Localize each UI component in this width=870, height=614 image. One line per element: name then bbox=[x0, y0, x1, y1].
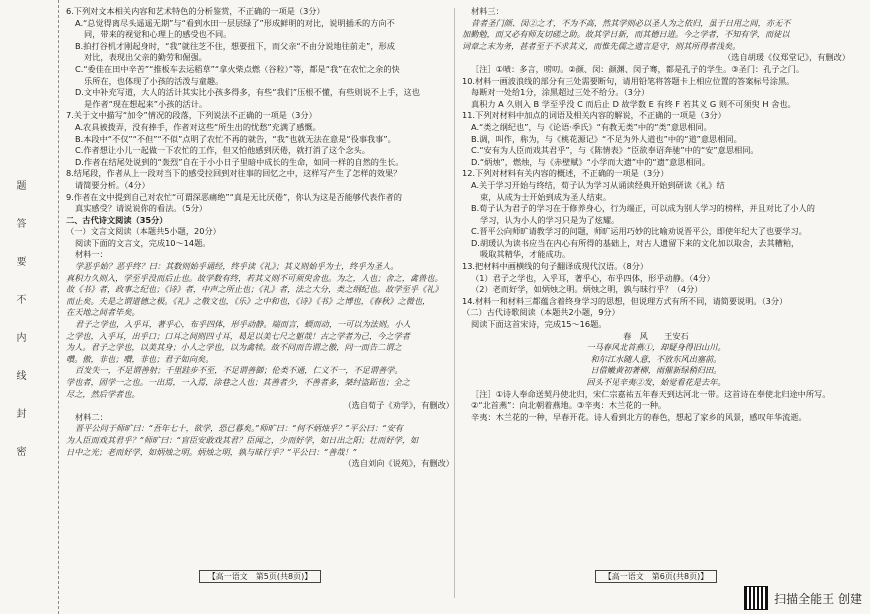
left-page-footer bbox=[66, 571, 454, 583]
text-line: 学习，认为小人的学习只是为了炫耀。 bbox=[480, 214, 620, 225]
scanner-watermark bbox=[744, 586, 862, 610]
text-line: 束，从成为士开始到成为圣人结束。 bbox=[480, 191, 612, 202]
text-line: 材料一： bbox=[75, 249, 108, 260]
left-footer-label: 【高一语文 第5页(共8页)】 bbox=[199, 570, 321, 583]
text-line: 君子之学也，入乎耳，著乎心，布乎四体，形乎动静。端而言，蝡而动，一可以为法则。小人 bbox=[75, 319, 411, 330]
text-line: C.晋平公向师旷请教学习的问题，师旷运用巧妙的比喻劝说晋平公，即使年纪大了也要学习。 bbox=[471, 226, 807, 237]
binding-label: 密 bbox=[14, 446, 25, 458]
text-line: ［注］①啧：多言，唠叨。②颜、闵：颜渊、闵子骞，都是孔子的学生。③圣门：孔子之门。 bbox=[471, 63, 805, 74]
text-line: 二、古代诗文阅读（35分） bbox=[66, 214, 168, 225]
text-line: 真积力 A 久则入 B 学至乎没 C 而后止 D 故学数 E 有终 F 若其义 G 则不可须臾 H 舍也。 bbox=[471, 98, 796, 109]
text-line: A.关于学习开始与终结，荀子认为学习从诵读经典开始到研读《礼》结 bbox=[471, 179, 725, 190]
right-footer-label: 【高一语文 第6页(共8页)】 bbox=[595, 570, 717, 583]
text-line: 真实感受？请说说你的看法。（5分） bbox=[75, 203, 208, 214]
text-line: 为人。君子之学也，以美其身；小人之学也，以为禽犊。故不问而告谓之傲，问一而告二谓之 bbox=[66, 342, 402, 353]
text-line: 是作者“现在想起来”小孩的活计。 bbox=[84, 98, 208, 109]
text-line: A.农具被拨弄，没有捧手，作者对这些“所生出的忧愁”充满了感慨。 bbox=[75, 121, 321, 132]
text-line: 囋。傲，非也；囋，非也；君子如向矣。 bbox=[66, 353, 214, 364]
text-line: （选自刘向《说苑》，有删改） bbox=[343, 458, 454, 469]
watermark-text: 扫描全能王 创建 bbox=[774, 591, 862, 606]
text-line: （一）文言文阅读（本题共5小题，20分） bbox=[66, 226, 221, 237]
text-line: 而止矣。夫是之谓道德之极。《礼》之敬文也，《乐》之中和也，《诗》《书》之博也，《春秋》之微也， bbox=[66, 295, 431, 306]
text-line: 辛夷：木兰花的一种，早春开花。诗人看到北方的春色，想起了家乡的风景，感叹年华流逝。 bbox=[471, 411, 807, 422]
text-line: C.“委佳在田中辛苦”“推板车去运稻草”“拿火柴点燃（谷粒）”等，都是“我”在农忙之余的快 bbox=[75, 63, 400, 74]
binding-label: 题 bbox=[14, 180, 25, 192]
text-line: 阅读下面的文言文，完成10～14题。 bbox=[75, 237, 211, 248]
text-line: 日借嫩黄初著柳，雨催新绿稍归田。 bbox=[590, 365, 722, 376]
text-line: C.作者想让小儿一起做一下农忙的工作，但又怕他感到厌倦，就打消了这个念头。 bbox=[75, 145, 370, 156]
text-line: 在天地之间者毕矣。 bbox=[66, 307, 140, 318]
binding-label: 要 bbox=[14, 256, 25, 268]
text-line: 材料三： bbox=[471, 6, 504, 16]
text-line: 春 风 王安石 bbox=[623, 330, 689, 341]
binding-margin bbox=[0, 0, 59, 614]
right-page-text bbox=[462, 6, 850, 423]
left-page-text bbox=[66, 6, 454, 470]
text-line: B.本段中“不仅”“不但”“不似”点明了农忙不再的就告，“我”也就无法在意是“役事我事”。 bbox=[75, 133, 396, 144]
text-line: （选自荀子《劝学》，有删改） bbox=[343, 400, 454, 411]
text-line: 故《书》者，政事之纪也；《诗》者，中声之所止也；《礼》者，法之大分，类之纲纪也。故学至乎《礼》 bbox=[66, 284, 443, 295]
text-line: 8.结尾段，作者从上一段对当下的感受拉回到对往事的回忆之中，这样写产生了怎样的效果？ bbox=[66, 168, 402, 179]
text-line: 日中之光；老而好学，如炳烛之明。炳烛之明，孰与昧行乎？”平公曰：“善哉！” bbox=[66, 446, 357, 457]
text-line: 一马春风北首燕①，却疑身得旧山川。 bbox=[586, 342, 726, 353]
text-line: ［注］①诗人奉命送契丹使北归，宋仁宗嘉祐五年春天到达河北一带。这首诗在奉使北归途中所写。 bbox=[471, 388, 831, 399]
text-line: B.荀子认为君子的学习在于修养身心，行为端正，可以成为别人学习的榜样，并且对比了小人的 bbox=[471, 203, 815, 214]
text-line: ②“北首燕”：向北朝着燕地。③辛夷：木兰花的一种。 bbox=[471, 400, 667, 411]
text-line: 加勤勉，而又必有师友切磋之助。故其学日新，而其德日进。今之学者，不知有学，而徒以 bbox=[462, 29, 790, 40]
text-line: 晋平公问于师旷曰：“吾年七十，欲学，恐已暮矣。”师旷曰：“何不炳烛乎？”平公曰：“安有 bbox=[75, 423, 403, 434]
text-line: 吸取其精华，才能成功。 bbox=[480, 249, 571, 260]
text-line: 每断对一处给1分，涂黑超过三处不给分。（3分） bbox=[471, 87, 650, 98]
text-line: 14.材料一和材料三都蕴含着终身学习的思想，但说理方式有所不同，请简要说明。（3分） bbox=[462, 295, 788, 306]
text-line: 同，带来的视觉和心理上的感受也不同。 bbox=[84, 29, 232, 40]
text-line: 之学也，入乎耳，出乎口；口耳之间则四寸耳，曷足以美七尺之躯哉！古之学者为己，今之学者 bbox=[66, 330, 410, 341]
text-line: 对比，表现出父亲的勤劳和倔强。 bbox=[84, 52, 207, 63]
text-line: D.胡瑗认为读书应当在内心有所得的基础上，对古人遗留下来的文化加以取舍，去其糟粕， bbox=[471, 237, 800, 248]
text-line: 请简要分析。（4分） bbox=[75, 179, 150, 190]
text-line: B.拍打谷机才刚起身时，“我”就往芝不住，想要扭下，而父亲“不由分说地往前走”，形成 bbox=[75, 40, 395, 51]
binding-label: 线 bbox=[14, 370, 25, 382]
text-line: 13.把材料中画横线的句子翻译成现代汉语。（8分） bbox=[462, 261, 649, 272]
text-line: 10.材料一画波浪线的部分有三处需要断句，请用铅笔将答题卡上相应位置的答案标号涂黑。 bbox=[462, 75, 795, 86]
text-line: （2）老而好学，如炳烛之明。炳烛之明，孰与昧行乎？（4分） bbox=[471, 284, 703, 295]
text-line: A.“类之纲纪也”，与《论语·季氏》“有教无类”中的“类”意思相同。 bbox=[471, 121, 712, 132]
text-line: 学恶乎始？恶乎终？曰：其数则始乎诵经，终乎读《礼》；其义则始乎为士，终乎为圣人。 bbox=[75, 261, 399, 272]
text-line: D.作者在结尾处说到的“轰烈”自在于小小日子里暗中成长的生命，如同一样的自然的生长。 bbox=[75, 156, 404, 167]
qr-code-icon bbox=[744, 586, 768, 610]
text-line: D.文中补充写道，大人的活计其实比小孩多得多，有些“我们”压根不懂，有些则说不上手，这也 bbox=[75, 87, 420, 98]
binding-label: 内 bbox=[14, 332, 25, 344]
text-line: 7.关于文中描写“加令”情况的段落，下列说法不正确的一项是（3分） bbox=[66, 110, 317, 121]
text-line: 真积力久则入，学至乎没而后止也。故学数有终，若其义则不可须臾舍也。为之，人也；舍之，禽兽也。 bbox=[66, 272, 443, 283]
text-line: （1）君子之学也，入乎耳，著乎心，布乎四体，形乎动静。（4分） bbox=[471, 272, 715, 283]
text-line: B.调，叫作，称为，与《桃花源记》“不足为外人道也”中的“道”意思相同。 bbox=[471, 133, 742, 144]
text-line: 乐所在，也体现了小孩的活泼与童趣。 bbox=[84, 75, 224, 86]
binding-label: 封 bbox=[14, 408, 25, 420]
text-line: D.“炳烛”，燃烛，与《赤壁赋》“小学而大遗”中的“遗”意思相同。 bbox=[471, 156, 711, 167]
text-line: A.“总觉得离尽头遥遥无期”与“看到水田一层层绿了”形成鲜明的对比，说明插禾的方向不 bbox=[75, 17, 395, 28]
text-line: 9.作者在文中提到自己对农忙“可谓深恶痛绝”“真是无比厌倦”，你认为这是否能够代表作者的 bbox=[66, 191, 402, 202]
page-divider bbox=[454, 8, 455, 598]
text-line: 词章之末为务，甚者至于不求其义，而惟先儒之遗言是守，则其所得者浅矣。 bbox=[462, 40, 741, 51]
text-line: 6.下列对文本相关内容和艺术特色的分析鉴赏，不正确的一项是（3分） bbox=[66, 6, 325, 16]
text-line: （选自胡瑗《仪郑堂记》，有删改） bbox=[723, 52, 850, 63]
text-line: 回头不见辛夷②发，始觉看花是去年。 bbox=[586, 377, 726, 387]
binding-label: 不 bbox=[14, 294, 25, 306]
right-page bbox=[462, 6, 850, 581]
text-line: 学也者，固学一之也。一出焉，一入焉，涂巷之人也；其善者少，不善者多，桀纣盗跖也；全之 bbox=[66, 377, 410, 387]
left-page bbox=[66, 6, 454, 581]
right-page-footer bbox=[462, 571, 850, 583]
text-line: 百发失一，不足谓善射；千里跬步不至，不足谓善御；伦类不通，仁义不一，不足谓善学。 bbox=[75, 365, 403, 376]
text-line: 昔者圣门颜、闵②之才，不为不高，然其学则必以圣人为之依归，虽于日用之间，亦无不 bbox=[471, 17, 791, 28]
text-line: C.“安有为人臣而戏其君乎”，与《陈情表》“臣欲奉诏奔驰”中的“安”意思相同。 bbox=[471, 145, 759, 156]
text-line: 尽之，然后学者也。 bbox=[66, 388, 140, 399]
text-line: 为人臣而戏其君乎？”师旷曰：“盲臣安敢戏其君？臣闻之，少而好学，如日出之阳；壮而好学，如 bbox=[66, 434, 419, 445]
text-line: （二）古代诗歌阅读（本题共2小题，9分） bbox=[462, 307, 620, 318]
text-line: 11.下列对材料中加点的词语及相关内容的解说，不正确的一项是（3分） bbox=[462, 110, 726, 121]
text-line: 12.下列对材料有关内容的概述，不正确的一项是（3分） bbox=[462, 168, 669, 179]
binding-label: 答 bbox=[14, 218, 25, 230]
text-line: 材料二： bbox=[75, 411, 108, 422]
text-line: 和尔江水随人意，不放东风出塞前。 bbox=[590, 353, 722, 364]
text-line: 阅读下面这首宋诗，完成15～16题。 bbox=[471, 319, 607, 330]
